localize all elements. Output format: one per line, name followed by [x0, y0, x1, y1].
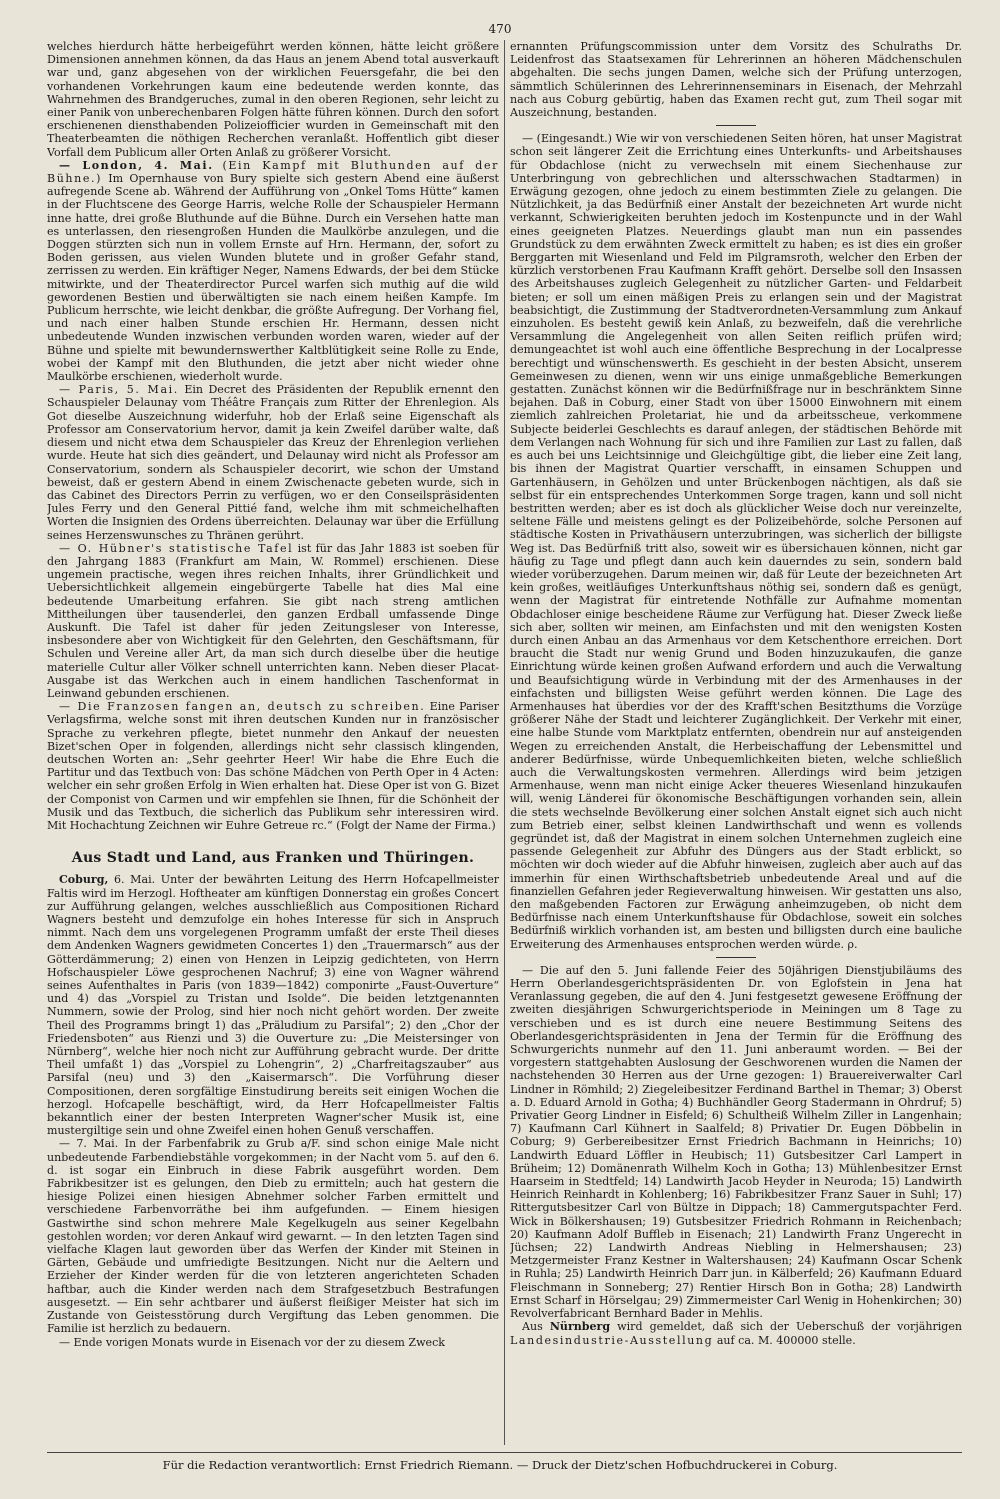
article-fire-continuation: welches hierdurch hätte herbeigeführt werden können, hätte leicht größere Dimensionen annehmen können, da das Haus an jenem Abend total ausverkauft war und, ganz abgesehen von der wirklichen Feuersgefahr, die bei den vorhandenen Vorkehrungen kaum eine bedeutende werden konnte, das Wahrnehmen des Brandgeruches, zumal in den oberen Regionen, sehr leicht zu einer Panik von unberechenbaren Folgen hätte führen können. Durch den sofort erschienenen diensthabenden Polizeiofficier wurden in Gemeinschaft mit den Theaterbeamten die nöthigen Recherchen veranlaßt. Hoffentlich gibt dieser Vorfall dem Publicum aller Orten Anlaß zu größerer Vorsicht.: [47, 40, 499, 159]
paris-text: Ein Decret des Präsidenten der Republik ernennt den Schauspieler Delaunay vom Théâtre Français zum Ritter der Ehrenlegion. Als Got dieselbe Auszeichnung widerfuhr, hob der Erlaß seine Eigenschaft als Professor am Conservatorium hervor, damit ja kein Zweifel darüber walte, daß diesem und nicht etwa dem Schauspieler das Kreuz der Ehrenlegion verliehen wurde. Heute hat sich dies geändert, und Delaunay wird nicht als Professor am Conservatorium, sondern als Schauspieler decorirt, wie schon der Umstand beweist, daß er gestern Abend in einem Zwischenacte gebeten wurde, sich in das Cabinet des Directors Perrin zu verfügen, wo er den Conseilspräsidenten Jules Ferry und den General Pittié fand, welche ihm mit schmeichelhaften Worten die Insignien des Ordens überreichten. Delaunay war über die Erfüllung seines Herzenswunsches zu Thränen gerührt.: [47, 383, 499, 542]
article-grub: [47, 1137, 499, 1335]
column-divider: [504, 40, 505, 1445]
nuernberg-mid: wird gemeldet, daß sich der Ueberschuß der vorjährigen: [617, 1320, 962, 1334]
dateline-london: — London, 4. Mai.: [59, 158, 214, 172]
right-column: [510, 40, 962, 1445]
nuernberg-exhibition: Landesindustrie-Ausstellung: [510, 1333, 714, 1347]
eingesandt-text: Wie wir von verschiedenen Seiten hören, hat unser Magistrat schon seit längerer Zeit die Errichtung eines Unterkunfts- und Arbeitshauses für Obdachlose (nicht zu verwechseln mit einem Siechenhause zur Unterbringung von gebrechlichen und altersschwachen Stadtarmen) in Erwägung gezogen, ohne jedoch zu einem bestimmten Ziele zu gelangen. Die Nützlichkeit, ja das Bedürfniß einer Anstalt der bezeichneten Art wurde nicht verkannt, Schwierigkeiten beruhten jedoch im Kostenpuncte und in der Wahl eines geeigneten Platzes. Neuerdings glaubt man nun ein passendes Grundstück zu dem erwähnten Zweck ermittelt zu haben; es ist dies ein großer Berggarten mit Wiesenland und Feld im Pilgramsroth, welcher den Erben der kürzlich verstorbenen Frau Kaufmann Krafft gehört. Derselbe soll den Insassen des Arbeitshauses zugleich Gelegenheit zu nützlicher Garten- und Feldarbeit bieten; er soll um einen mäßigen Preis zu erlangen sein und der Magistrat beabsichtigt, die Zustimmung der Stadtverordneten-Versammlung zum Ankauf einzuholen. Es besteht gewiß kein Anlaß, zu bezweifeln, daß die verehrliche Versammlung die Angelegenheit von allen Seiten reiflich prüfen wird; demungeachtet ist wohl auch eine öffentliche Besprechung in der Localpresse berechtigt und wünschenswerth. Es geschieht in der besten Absicht, unserem Gemeinwesen zu dienen, wenn wir uns einige unmaßgebliche Bemerkungen gestatten. Zunächst können wir die Bedürfnißfrage nur in beschränktem Sinne bejahen. Daß in Coburg, einer Stadt von über 15000 Einwohnern mit einem ziemlich zahlreichen Proletariat, hie und da arbeitsscheue, verkommene Subjecte beiderlei Geschlechts es darauf anlegen, der städtischen Behörde mit dem Verlangen nach Wohnung für sich und ihre Familien zur Last zu fallen, daß es auch bei uns Leichtsinnige und Gleichgültige gibt, die lieber eine Zeit lang, bis ihnen der Magistrat Quartier verschafft, in einsamen Schuppen und Gartenhäusern, in Gehölzen und unter Brückenbogen nächtigen, als daß sie selbst für ein entsprechendes Unterkommen Sorge tragen, kann und soll nicht bestritten werden; aber es ist doch als glücklicher Weise doch nur vereinzelte, seltene Fälle und meistens gelingt es der Polizeibehörde, solche Personen auf städtische Kosten in Privathäusern unterzubringen, was sicherlich der billigste Weg ist. Das Bedürfniß tritt also, soweit wir es übersichauen können, nicht gar häufig zu Tage und pflegt dann auch kein dauerndes zu sein, sondern bald wieder vorüberzugehen. Darum meinen wir, daß für Leute der bezeichneten Art kein großes, weitläufiges Unterkunftshaus nöthig sei, sondern daß es genügt, wenn der Magistrat für eintretende Nothfälle zur Aufnahme momentan Obdachloser einige bescheidene Räume zur Verfügung hat. Dieser Zweck ließe sich aber, sollten wir meinen, am Einfachsten und mit den wenigsten Kosten durch einen Anbau an das Armenhaus vor dem Ketschenthore erreichen. Dort braucht die Stadt nur wenig Grund und Boden hinzuzukaufen, die ganze Einrichtung würde keinen großen Aufwand erfordern und auch die Verwaltung und Beaufsichtigung würde in Verbindung mit der des Armenhauses in der einfachsten und billigsten Weise geführt werden können. Die Lage des Armenhauses hat überdies vor der des Krafft'schen Besitzthums die Vorzüge größerer Nähe der Stadt und leichterer Zugänglichkeit. Der Verkehr mit einer, eine halbe Stunde vom Marktplatz entfernten, obendrein nur auf ansteigenden Wegen zu erreichenden Anstalt, die Herbeischaffung der Lebensmittel und anderer Bedürfnisse, würde Unbequemlichkeiten bieten, welche schließlich auch die Verwaltungskosten vermehren. Allerdings wird beim jetzigen Armenhause, wenn man nicht einige Acker theueres Wiesenland hinzukaufen will, wenig Länderei für ökonomische Beschäftigungen vorhanden sein, allein die stets wechselnde Bevölkerung einer solchen Anstalt eignet sich auch nicht zum Betrieb einer, selbst kleinen Landwirthschaft und wenn es vollends gegründet ist, daß der Magistrat in einem solchen Unternehmen zugleich eine passende Gelegenheit zur Abfuhr des Düngers aus der Stadt erblickt, so möchten wir doch wieder auf die Abfuhr hinweisen, zugleich aber auch auf das immerhin für einen Wirthschaftsbetrieb unbedeutende Areal und auf die finanziellen Gefahren jeder Regieverwaltung hinweisen. Wir gestatten uns also, den maßgebenden Factoren zur Erwägung anheimzugeben, ob nicht dem Bedürfnisse nach einem Unterkunftshause für Obdachlose, soweit ein solches Bedürfniß wirklich vorhanden ist, am besten und billigsten durch eine bauliche Erweiterung des Armenhauses entsprochen werden würde.: [510, 132, 962, 951]
article-london: [47, 159, 499, 383]
article-eisenach-start: — Ende vorigen Monats wurde in Eisenach vor der zu diesem Zweck: [59, 1335, 445, 1349]
article-eingesandt: [510, 132, 962, 951]
separator-rule: [716, 125, 756, 126]
dateline-paris: — Paris, 5. Mai.: [59, 383, 179, 397]
article-eisenach-continuation: ernannten Prüfungscommission unter dem Vorsitz des Schulraths Dr. Leidenfrost das Staatsexamen für Lehrerinnen an höheren Mädchenschulen abgehalten. Die sechs jungen Damen, welche sich der Prüfung unterzogen, sämmtlich Schülerinnen des Lehrerinnenseminars in Eisenach, der Mehrzahl nach aus Coburg gebürtig, haben das Examen recht gut, zum Theil sogar mit Auszeichnung, bestanden.: [510, 40, 962, 120]
eingesandt-heading: — (Eingesandt.): [522, 132, 612, 146]
article-franzosen: [47, 700, 499, 832]
nuernberg-city: Nürnberg: [549, 1320, 611, 1334]
left-column: [47, 40, 499, 1445]
london-text: Im Opernhause von Bury spielte sich gestern Abend eine äußerst aufregende Scene ab. Während der Aufführung von „Onkel Toms Hütte“ kamen in der Fluchtscene des George Harris, welche Rolle der Schauspieler Hermann inne hatte, drei große Bluthunde auf die Bühne. Durch ein Versehen hatte man es unterlassen, den riesengroßen Hunden die Maulkörbe anzulegen, und die Doggen stürzten sich nun in vollem Ernste auf Hrn. Hermann, der, sofort zu Boden gerissen, aus vielen Wunden blutete und in großer Gefahr stand, zerrissen zu werden. Ein kräftiger Neger, Namens Edwards, der bei dem Stücke mitwirkte, und der Theaterdirector Purcel warfen sich muthig auf die wild gewordenen Bestien und überwältigten sie nach einem heißen Kampfe. Im Publicum herrschte, wie leicht denkbar, die größte Aufregung. Der Vorhang fiel, und nach einer halben Stunde erschien Hr. Hermann, dessen nicht unbedeutende Wunden inzwischen verbunden worden waren, wieder auf der Bühne und spielte mit bewundernswerther Kaltblütigkeit seine Rolle zu Ende, wobei der Kampf mit den Bluthunden, die jetzt aber nicht wieder ohne Maulkörbe erschienen, wiederholt wurde.: [47, 172, 499, 384]
franzosen-text: Eine Pariser Verlagsfirma, welche sonst mit ihren deutschen Kunden nur in französischer Sprache zu verkehren pflegte, bietet nunmehr den Ankauf der neuesten Bizet'schen Oper in folgenden, allerdings nicht sehr classisch klingenden, deutschen Worten an: „Sehr geehrter Heer! Wir habe die Ehre Euch die Partitur und das Textbuch von: Das schöne Mädchen von Perth Oper in 4 Acten: welcher ein sehr großen Erfolg in Wien erhalten hat. Diese Oper ist von G. Bizet der Componist von Carmen und wir empfehlen sie Ihnen, für die Schönheit der Musik und das Textbuch, die sicherlich das Publikum sehr interessiren wird. Mit Hochachtung Zeichnen wir Euhre Getreue rc.“ (Folgt der Name der Firma.): [47, 700, 499, 832]
imprint-footer: Für die Redaction verantwortlich: Ernst Friedrich Riemann. — Druck der Dietz'schen Hofbuchdruckerei in Coburg.: [162, 1458, 838, 1472]
article-nuernberg: [510, 1320, 962, 1346]
coburg-text: Unter der bewährten Leitung des Herrn Hofcapellmeister Faltis wird im Herzogl. Hoftheater am künftigen Donnerstag ein großes Concert zur Aufführung gelangen, welches ausschließlich aus Compositionen Richard Wagners besteht und demzufolge ein hohes Interesse für sich in Anspruch nimmt. Nach dem uns vorgelegenen Programm umfaßt der erste Theil dieses dem Andenken Wagners gewidmeten Concertes 1) den „Trauermarsch“ aus der Götterdämmerung; 2) einen von Henzen in Leipzig gedichteten, von Herrn Hofschauspieler Löwe gesprochenen Nachruf; 3) eine von Wagner während seines Aufenthaltes in Paris (von 1839—1842) componirte „Faust-Ouverture“ und 4) das „Vorspiel zu Tristan und Isolde“. Die beiden letztgenannten Nummern, sowie der Prolog, sind hier noch nicht gehört worden. Der zweite Theil des Programms bringt 1) das „Präludium zu Parsifal“; 2) den „Chor der Friedensboten“ aus Rienzi und 3) die Ouverture zu: „Die Meistersinger von Nürnberg“, welche hier noch nicht zur Aufführung gebracht wurde. Der dritte Theil umfaßt 1) das „Vorspiel zu Lohengrin“, 2) „Charfreitagszauber“ aus Parsifal (neu) und 3) den „Kaisermarsch“. Die Vorführung dieser Compositionen, deren sorgfältige Einstudirung bereits seit einigen Wochen die herzogl. Hofcapelle beschäftigt, wird, da Herr Hofcapellmeister Faltis bekanntlich einer der besten Interpreten Wagner'scher Musik ist, eine mustergiltige sein und ohne Zweifel einen hohen Genuß verschaffen.: [47, 873, 499, 1138]
article-huebner: [47, 542, 499, 700]
dateline-7-mai: — 7. Mai.: [59, 1137, 119, 1151]
coburg-date: 6. Mai.: [113, 873, 156, 887]
article-paris: [47, 383, 499, 541]
dateline-coburg: Coburg,: [59, 873, 109, 887]
grub-text: In der Farbenfabrik zu Grub a/F. sind schon einige Male nicht unbedeutende Farbendiebstähle vorgekommen; in der Nacht vom 5. auf den 6. d. ist sogar ein Einbruch in diese Fabrik ausgeführt worden. Dem Fabrikbesitzer ist es gelungen, den Dieb zu ermitteln; auch hat gestern die hiesige Polizei einen hiesigen Abnehmer solcher Farben ermittelt und verschiedene Farbenvorräthe bei ihm aufgefunden. — Einem hiesigen Gastwirthe sind schon mehrere Male Kegelkugeln aus seiner Kegelbahn gestohlen worden; vor deren Ankauf wird gewarnt. — In den letzten Tagen sind vielfache Klagen laut geworden über das Werfen der Kinder mit Steinen in Gärten, Gebäude und umfriedigte Besitzungen. Nicht nur die Aeltern und Erzieher der Kinder werden für die von letzteren angerichteten Schaden haftbar, auch die Kinder werden nach dem Strafgesetzbuch Bestrafungen ausgesetzt. — Ein sehr achtbarer und äußerst fleißiger Meister hat sich im Zustande von Geistesstörung durch Vergiftung das Leben genommen. Die Familie ist herzlich zu bedauern.: [47, 1137, 499, 1336]
footer-rule: [47, 1452, 962, 1453]
huebner-text: ist für das Jahr 1883 ist soeben für den Jahrgang 1883 (Frankfurt am Main, W. Rommel) erschienen. Diese ungemein practische, wegen ihres reichen Inhalts, ihrer Gründlichkeit und Uebersichtlichkeit allgemein eingebürgerte Tabelle hat dies Mal eine bedeutende Umarbeitung erfahren. Sie gibt nach streng amtlichen Mittheilungen über tausenderlei, den ganzen Erdball umfassende Dinge Auskunft. Die Tafel ist daher für jeden Zeitungsleser von Interesse, insbesondere aber von Wichtigkeit für den Gelehrten, den Geschäftsmann, für Schulen und Vereine aller Art, da man sich durch dieselbe über die heutige materielle Cultur aller Völker schnell unterrichten kann. Neben dieser Placat-Ausgabe ist das Werkchen auch in einem handlichen Taschenformat in Leinwand gebunden erschienen.: [47, 541, 499, 700]
london-subtitle: (Ein Kampf mit Bluthunden auf der Bühne.): [47, 158, 499, 186]
article-coburg-concert: [47, 873, 499, 1137]
huebner-heading: — O. Hübner's statistische Tafel: [59, 541, 294, 555]
franzosen-heading: — Die Franzosen fangen an, deutsch zu schreiben.: [59, 700, 426, 714]
separator-rule-2: [716, 957, 756, 958]
section-title: Aus Stadt und Land, aus Franken und Thüringen.: [71, 850, 475, 867]
page-number: 470: [488, 22, 512, 36]
nuernberg-lead: Aus: [522, 1320, 543, 1334]
nuernberg-end: auf ca. M. 400000 stelle.: [716, 1333, 856, 1347]
article-jubilaeum: — Die auf den 5. Juni fallende Feier des 50jährigen Dienstjubiläums des Herrn Oberlandesgerichtspräsidenten Dr. von Eglofstein in Jena hat Veranlassung gegeben, die auf den 4. Juni festgesetzt gewesene Eröffnung der zweiten diesjährigen Schwurgerichtsperiode in Meiningen um 8 Tage zu verschieben und es ist durch eine neuere Bestimmung Seitens des Oberlandesgerichtspräsidenten in Jena der Termin für die Eröffnung des Schwurgerichts nunmehr auf den 11. Juni anberaumt worden. — Bei der vorgestern stattgehabten Auslosung der Geschworenen wurden die Namen der nachstehenden 30 Herren aus der Urne gezogen: 1) Brauereiverwalter Carl Lindner in Römhild; 2) Ziegeleibesitzer Ferdinand Barthel in Themar; 3) Oberst a. D. Eduard Arnold in Gotha; 4) Buchhändler Georg Stadermann in Ohrdruf; 5) Privatier Georg Lindner in Eisfeld; 6) Schultheiß Wilhelm Ziller in Langenhain; 7) Kaufmann Carl Kühnert in Saalfeld; 8) Privatier Dr. Eugen Döbbelin in Coburg; 9) Gerbereibesitzer Ernst Friedrich Bachmann in Heinrichs; 10) Landwirth Eduard Löffler in Heubisch; 11) Gutsbesitzer Carl Lampert in Brüheim; 12) Domänenrath Wilhelm Koch in Gotha; 13) Mühlenbesitzer Ernst Haarseim in Stedtfeld; 14) Landwirth Jacob Heyder in Neuroda; 15) Landwirth Heinrich Reinhardt in Kohlenberg; 16) Fabrikbesitzer Franz Sauer in Suhl; 17) Rittergutsbesitzer Carl von Bültze in Dippach; 18) Cammergutspachter Ferd. Wick in Bölkershausen; 19) Gutsbesitzer Friedrich Rohmann in Reichenbach; 20) Kaufmann Adolf Buffleb in Eisenach; 21) Landwirth Franz Ungerecht in Jüchsen; 22) Landwirth Andreas Niebling in Helmershausen; 23) Metzgermeister Franz Kestner in Waltershausen; 24) Kaufmann Oscar Schenk in Ruhla; 25) Landwirth Heinrich Darr jun. in Kälberfeld; 26) Kaufmann Eduard Fleischmann in Sonneberg; 27) Rentier Hirsch Bon in Gotha; 28) Landwirth Ernst Scharf in Hörselgau; 29) Zimmermeister Carl Wenig in Hohenkirchen; 30) Revolverfabricant Bernhard Bader in Mehlis.: [510, 963, 962, 1321]
eingesandt-signature: ρ.: [847, 937, 858, 951]
